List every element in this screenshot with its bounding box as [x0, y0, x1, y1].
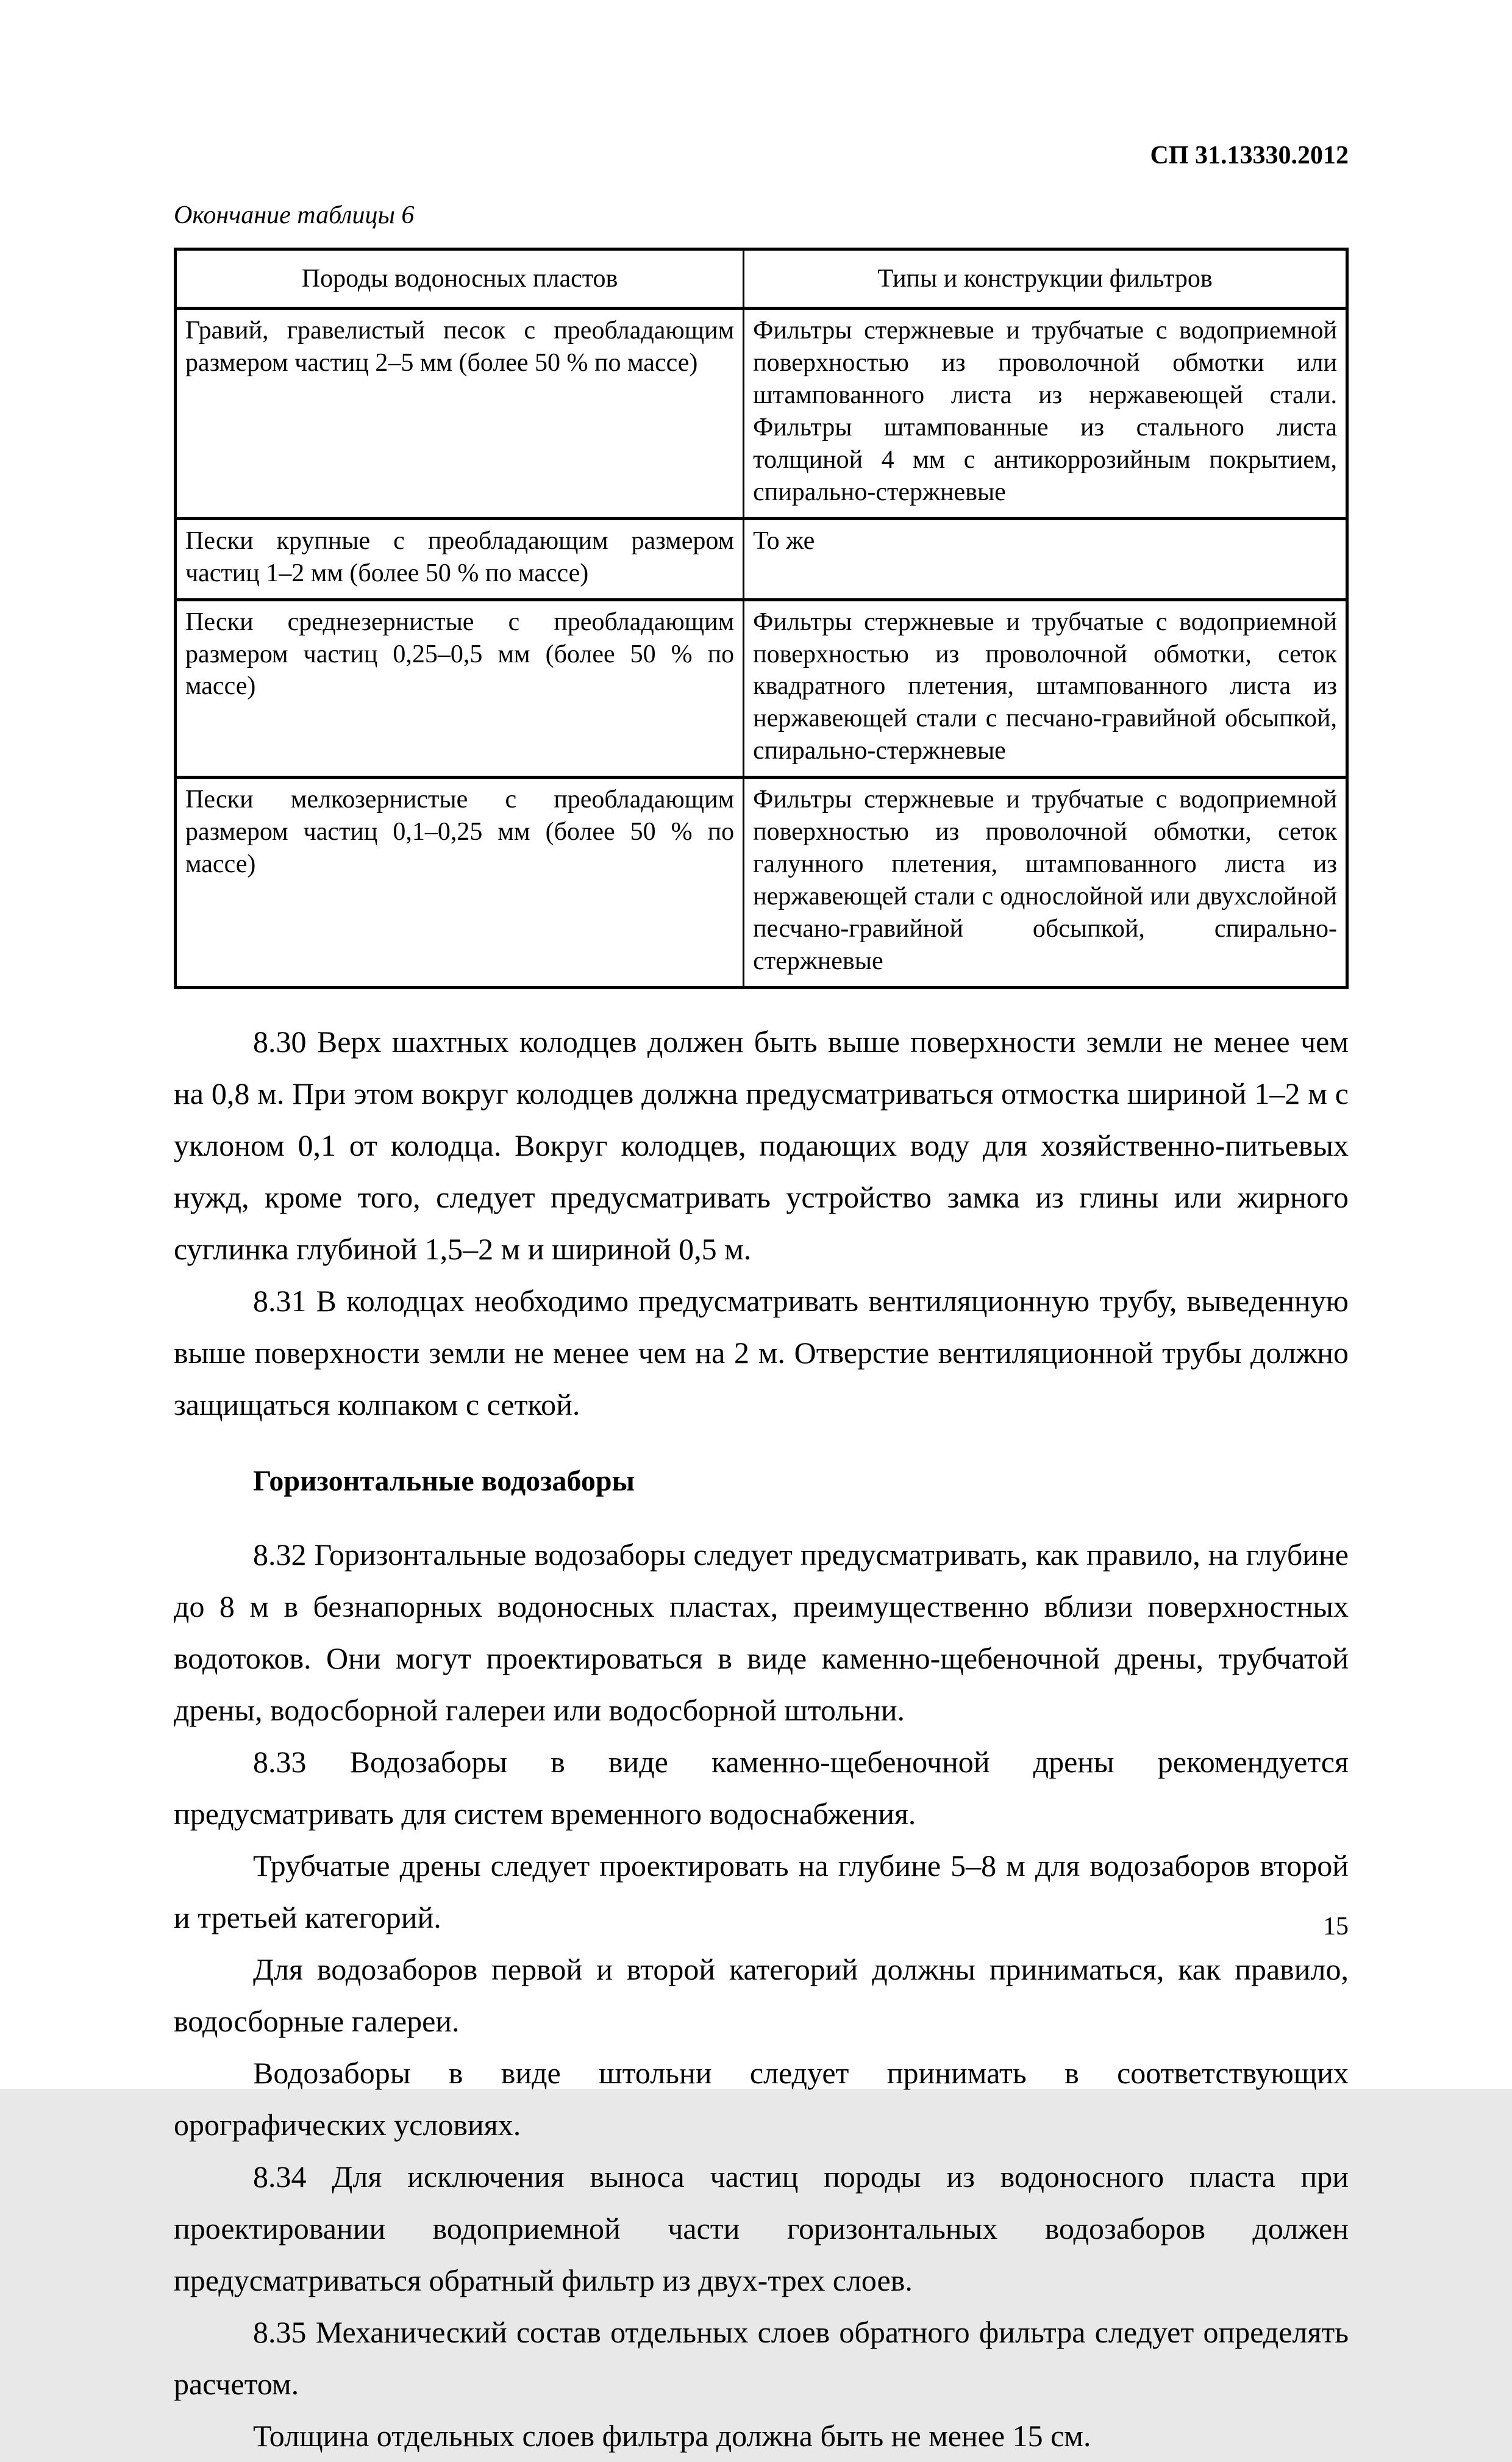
section-heading-horizontal-intakes: Горизонтальные водозаборы [253, 1464, 635, 1497]
paragraph-8-30: 8.30 Верх шахтных колодцев должен быть выше поверхности земли не менее чем на 0,8 м. При этом вокруг колодцев должна предусматриваться отмостка шириной 1–2 м с уклоном 0,1 от колодца. Вокруг колодцев, подающих воду для хозяйственно-питьевых нужд, кроме того, следует предусматривать устройство замка из глины или жирного суглинка глубиной 1,5–2 м и шириной 0,5 м. [174, 1024, 1349, 1266]
page-number: 15 [1323, 1913, 1349, 1941]
cell-rock-type: Пески мелкозернистые с преобладающим размером частиц 0,1–0,25 мм (более 50 % по массе) [176, 778, 744, 987]
doc-code: СП 31.13330.2012 [1150, 141, 1349, 170]
cell-rock-type: Гравий, гравелистый песок с преобладающим размером частиц 2–5 мм (более 50 % по массе) [176, 309, 744, 518]
paragraph-layer-thickness: Толщина отдельных слоев фильтра должна быть не менее 15 см. [253, 2419, 1091, 2453]
paragraph-8-31: 8.31 В колодцах необходимо предусматривать вентиляционную трубу, выведенную выше поверхности земли не менее чем на 2 м. Отверстие вентиляционной трубы должно защищаться колпаком с сеткой. [174, 1283, 1349, 1422]
filters-table [174, 248, 1349, 989]
paragraph-tubular-drains: Трубчатые дрены следует проектировать на глубине 5–8 м для водозаборов второй и третьей категорий. [174, 1848, 1349, 1935]
paragraph-8-32: 8.32 Горизонтальные водозаборы следует предусматривать, как правило, на глубине до 8 м в безнапорных водоносных пластах, преимущественно вблизи поверхностных водотоков. Они могут проектироваться в виде каменно-щебеночной дрены, трубчатой дрены, водосборной галереи или водосборной штольни. [174, 1537, 1349, 1728]
table-caption: Окончание таблицы 6 [174, 201, 415, 230]
column-header-filters: Типы и конструкции фильтров [744, 249, 1347, 309]
cell-filter-type: Фильтры стержневые и трубчатые с водоприемной поверхностью из проволочной обмотки, сеток квадратного плетения, штампованного листа из нержавеющей стали с песчано-гравийной обсыпкой, спирально-стержневые [744, 599, 1347, 778]
table-row [176, 518, 1347, 599]
paragraph-8-33: 8.33 Водозаборы в виде каменно-щебеночной дрены рекомендуется предусматривать для систем временного водоснабжения. [174, 1745, 1349, 1831]
cell-rock-type: Пески среднезернистые с преобладающим размером частиц 0,25–0,5 мм (более 50 % по массе) [176, 599, 744, 778]
table-header-row [176, 249, 1347, 309]
cell-filter-type: То же [744, 518, 1347, 599]
page-content [174, 141, 1349, 2462]
table-row [176, 309, 1347, 518]
paragraph-first-second-category: Для водозаборов первой и второй категорий должны приниматься, как правило, водосборные галереи. [174, 1952, 1349, 2039]
cell-rock-type: Пески крупные с преобладающим размером частиц 1–2 мм (более 50 % по массе) [176, 518, 744, 599]
column-header-rocks: Породы водоносных пластов [176, 249, 744, 309]
table-row [176, 599, 1347, 778]
paragraph-8-35: 8.35 Механический состав отдельных слоев обратного фильтра следует определять расчетом. [174, 2315, 1349, 2402]
body-text [174, 1016, 1349, 2462]
paragraph-adit-intakes: Водозаборы в виде штольни следует принимать в соответствующих орографических условиях. [174, 2056, 1349, 2142]
cell-filter-type: Фильтры стержневые и трубчатые с водоприемной поверхностью из проволочной обмотки или штампованного листа из нержавеющей стали. Фильтры штампованные из стального листа толщиной 4 мм с антикоррозийным покрытием, спирально-стержневые [744, 309, 1347, 518]
cell-filter-type: Фильтры стержневые и трубчатые с водоприемной поверхностью из проволочной обмотки, сеток галунного плетения, штампованного листа из нержавеющей стали с однослойной или двухслойной песчано-гравийной обсыпкой, спирально-стержневые [744, 778, 1347, 987]
paragraph-8-34: 8.34 Для исключения выноса частиц породы из водоносного пласта при проектировании водоприемной части горизонтальных водозаборов должен предусматриваться обратный фильтр из двух-трех слоев. [174, 2160, 1349, 2298]
table-row [176, 778, 1347, 987]
